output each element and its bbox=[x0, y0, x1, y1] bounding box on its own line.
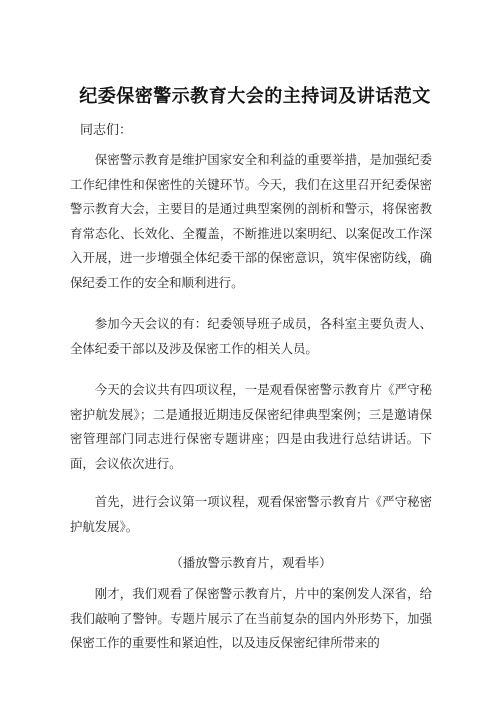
document-title: 纪委保密警示教育大会的主持词及讲话范文 bbox=[79, 86, 431, 107]
paragraph-after-video: 刚才，我们观看了保密警示教育片，片中的案例发人深省，给我们敲响了警钟。专题片展示了在当前复杂的国内外形势下，加强保密工作的重要性和紧迫性，以及违反保密纪律所带来的 bbox=[70, 586, 432, 651]
salutation: 同志们： bbox=[80, 123, 133, 138]
paragraph-first-item: 首先，进行会议第一项议程，观看保密警示教育片《严守秘密护航发展》。 bbox=[70, 494, 432, 534]
stage-note: （播放警示教育片，观看毕） bbox=[170, 555, 332, 570]
paragraph-agenda: 今天的会议共有四项议程，一是观看保密警示教育片《严守秘密护航发展》；二是通报近期违反保密纪律典型案例；三是邀请保密管理部门同志进行保密专题讲座；四是由我进行总结讲话。下面，会议依次进行。 bbox=[70, 382, 432, 471]
paragraph-intro: 保密警示教育是维护国家安全和利益的重要举措，是加强纪委工作纪律性和保密性的关键环节。今天，我们在这里召开纪委保密警示教育大会，主要目的是通过典型案例的剖析和警示，将保密教育常态化、长效化、全覆盖，不断推进以案明纪、以案促改工作深入开展，进一步增强全体纪委干部的保密意识，筑牢保密防线，确保纪委工作的安全和顺利进行。 bbox=[70, 152, 432, 290]
paragraph-attendees: 参加今天会议的有：纪委领导班子成员，各科室主要负责人、全体纪委干部以及涉及保密工作的相关人员。 bbox=[70, 316, 432, 356]
